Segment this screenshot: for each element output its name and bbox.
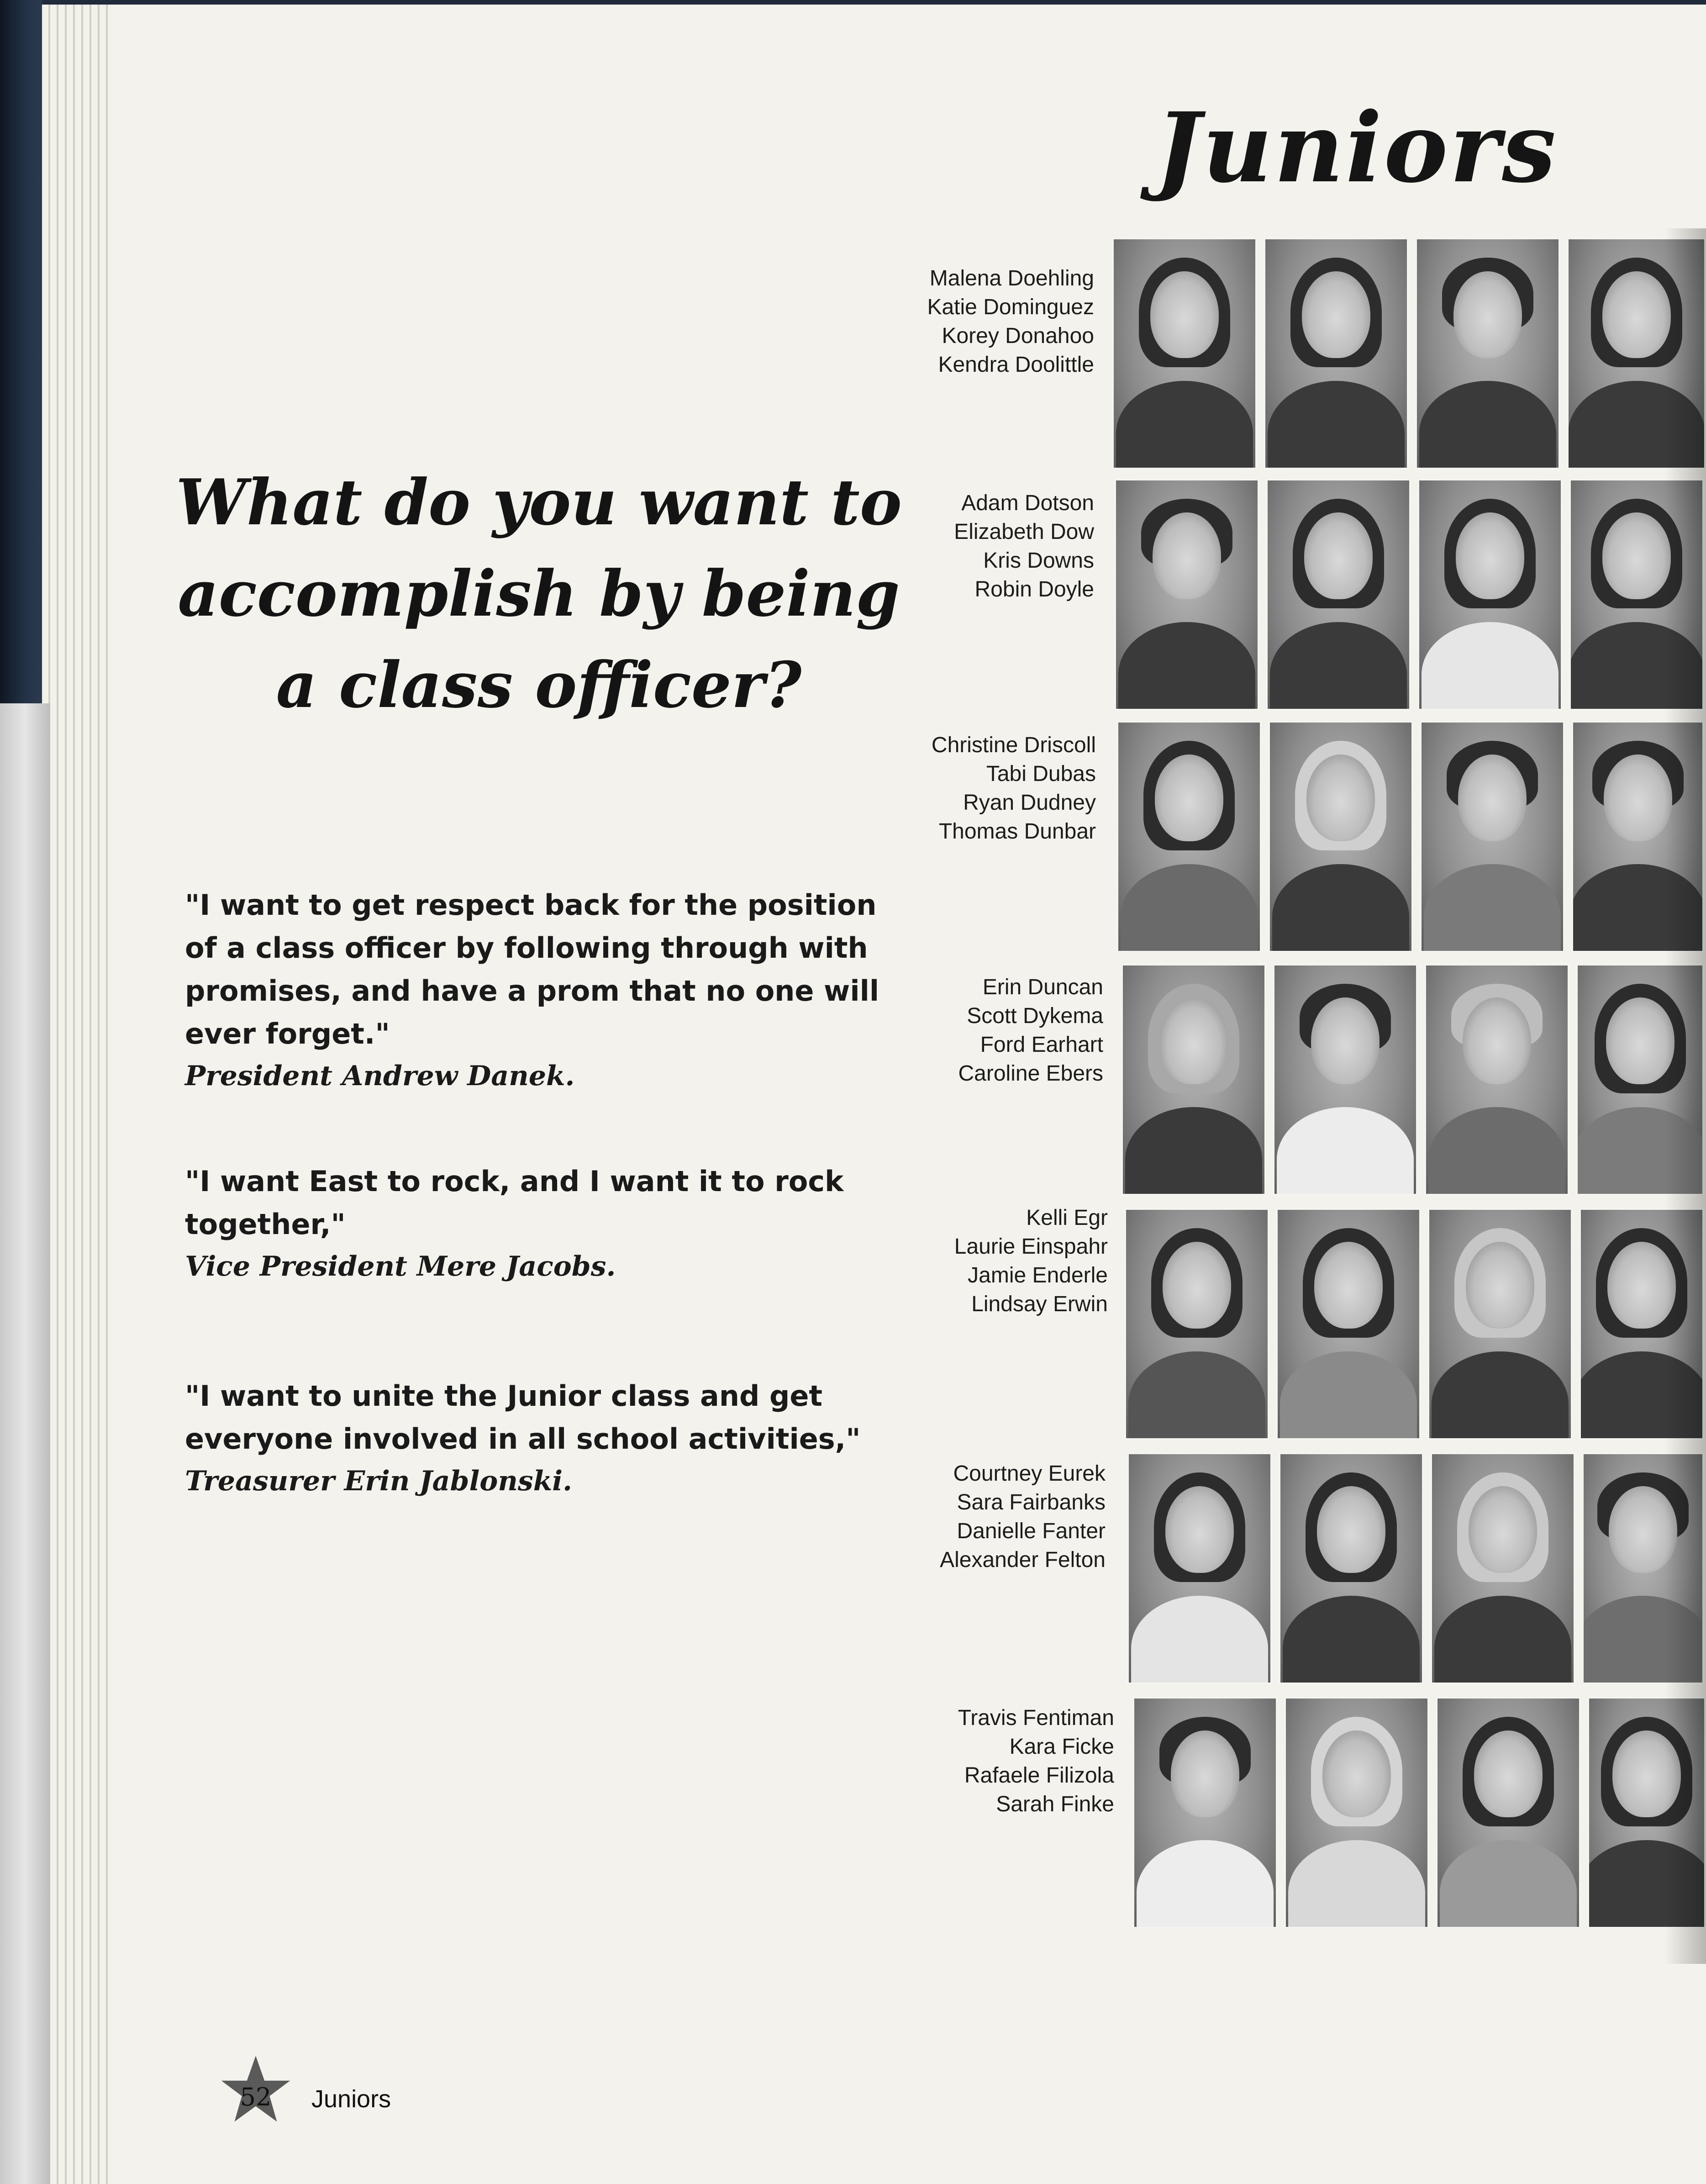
name-group-row-2 (774, 489, 1094, 604)
student-name: Caroline Ebers (958, 1061, 1103, 1086)
student-photo (1436, 1697, 1581, 1929)
student-name: Thomas Dunbar (938, 819, 1096, 844)
student-photo (1424, 964, 1569, 1196)
student-photo (1420, 721, 1565, 953)
name-group-row-3 (776, 731, 1096, 846)
footer-section-label: Juniors (311, 2085, 391, 2113)
student-name: Rafaele Filizola (964, 1763, 1114, 1788)
class-officer-question: What do you want to accomplish by being a class officer? (176, 465, 902, 722)
student-name: Courtney Eurek (953, 1461, 1106, 1486)
student-name: Elizabeth Dow (954, 520, 1094, 544)
student-photo (1430, 1452, 1575, 1684)
student-photo (1415, 237, 1560, 470)
student-photo (1273, 964, 1418, 1196)
quote-attribution: President Andrew Danek. (185, 1060, 575, 1092)
student-name: Sara Fairbanks (957, 1490, 1106, 1514)
name-group-row-4 (784, 973, 1103, 1088)
student-photo (1264, 237, 1409, 470)
quote-text: "I want to unite the Junior class and get everyone involved in all school activities," (185, 1379, 861, 1456)
name-group-row-6 (786, 1459, 1106, 1574)
student-photo (1132, 1697, 1278, 1929)
student-name: Laurie Einspahr (954, 1234, 1108, 1259)
page-number: 52 (240, 2083, 272, 2111)
student-name: Katie Dominguez (927, 295, 1094, 319)
student-name: Ford Earhart (980, 1033, 1103, 1057)
name-group-row-1 (774, 264, 1094, 379)
student-name: Alexander Felton (940, 1548, 1106, 1572)
student-name: Malena Doehling (929, 266, 1094, 290)
student-name: Jamie Enderle (968, 1263, 1108, 1287)
student-photo (1427, 1208, 1573, 1440)
name-group-row-7 (795, 1704, 1114, 1819)
student-name: Erin Duncan (982, 975, 1103, 999)
student-name: Robin Doyle (974, 577, 1094, 601)
student-photo (1124, 1208, 1269, 1440)
student-photo (1121, 964, 1266, 1196)
student-name: Lindsay Erwin (971, 1292, 1108, 1316)
quote-text: "I want East to rock, and I want it to rock together," (185, 1165, 844, 1241)
student-name: Christine Driscoll (931, 733, 1096, 757)
page-curl-shadow (1665, 228, 1706, 1964)
student-name: Ryan Dudney (963, 791, 1096, 815)
student-photo (1268, 721, 1413, 953)
student-photo (1276, 1208, 1421, 1440)
student-photo (1266, 479, 1411, 711)
student-photo (1127, 1452, 1272, 1684)
student-name: Kelli Egr (1026, 1206, 1108, 1230)
student-name: Tabi Dubas (986, 762, 1096, 786)
page-title: Juniors (1155, 91, 1558, 204)
quote-attribution: Treasurer Erin Jablonski. (185, 1465, 572, 1497)
student-name: Kara Ficke (1009, 1735, 1114, 1759)
student-photo (1417, 479, 1563, 711)
student-name: Adam Dotson (961, 491, 1094, 515)
student-name: Scott Dykema (967, 1004, 1103, 1028)
quote-text: "I want to get respect back for the position of a class officer by following through with promises, and have a prom that no one will ever forget." (185, 888, 879, 1050)
student-name: Korey Donahoo (942, 324, 1094, 348)
name-group-row-5 (788, 1203, 1108, 1319)
page-edges (42, 5, 124, 2184)
student-name: Kendra Doolittle (938, 353, 1094, 377)
quote-attribution: Vice President Mere Jacobs. (185, 1250, 616, 1282)
student-photo (1284, 1697, 1429, 1929)
binding-fold (0, 703, 50, 2184)
student-name: Sarah Finke (996, 1792, 1114, 1816)
student-photo (1112, 237, 1257, 470)
student-name: Danielle Fanter (957, 1519, 1106, 1543)
student-photo (1114, 479, 1259, 711)
student-photo (1279, 1452, 1424, 1684)
student-name: Travis Fentiman (958, 1706, 1114, 1730)
student-name: Kris Downs (983, 549, 1094, 573)
student-photo (1116, 721, 1262, 953)
